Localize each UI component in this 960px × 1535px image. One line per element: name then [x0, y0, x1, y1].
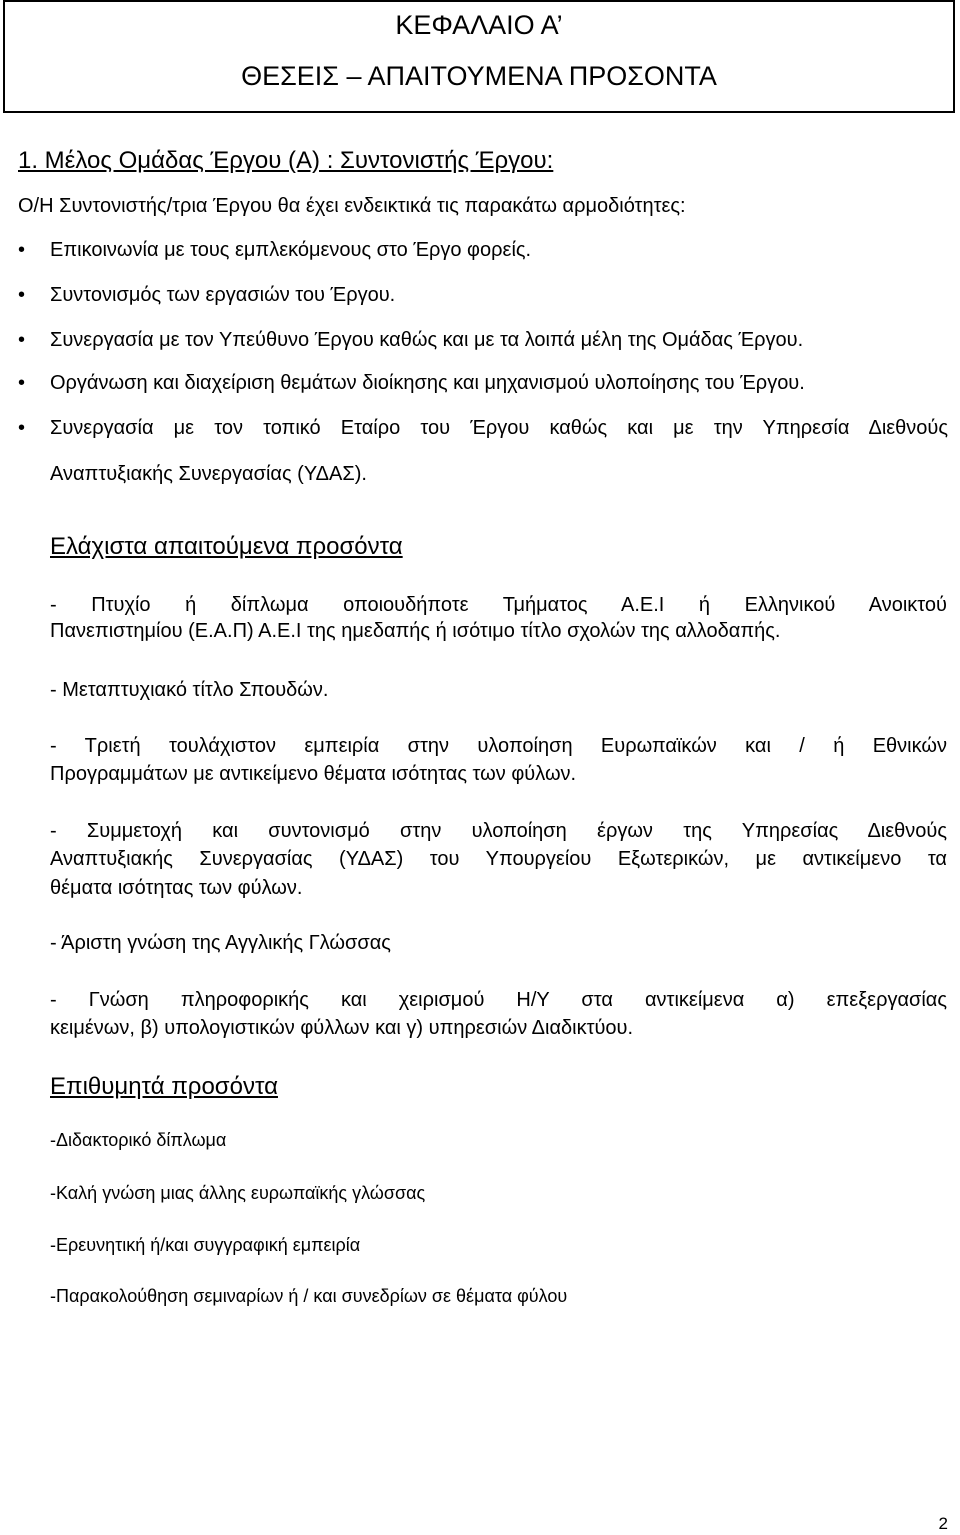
chapter-title-box [3, 0, 955, 113]
list-item: -Παρακολούθηση σεμιναρίων ή / και συνεδρίων σε θέματα φύλου [50, 1286, 568, 1306]
list-item-text: Συνεργασία με τον Υπεύθυνο Έργου καθώς και με τα λοιπά μέλη της Ομάδας Έργου. [50, 329, 804, 351]
list-item: - Συμμετοχή και συντονισμό στην υλοποίηση έργων της Υπηρεσίας Διεθνούς Αναπτυξιακής Συνεργασίας (ΥΔΑΣ) του Υπουργείου Εξωτερικών, με αντικείμενο τα θέματα ισότητας των φύλων. [50, 820, 947, 899]
bullet-icon: • [18, 329, 26, 351]
list-item-text: Συντονισμός των εργασιών του Έργου. [50, 284, 396, 306]
chapter-title: ΚΕΦΑΛΑΙΟ Α’ [395, 10, 563, 40]
chapter-subtitle: ΘΕΣΕΙΣ – ΑΠΑΙΤΟΥΜΕΝΑ ΠΡΟΣΟΝΤΑ [241, 61, 717, 91]
minimum-qualifications-heading: Ελάχιστα απαιτούμενα προσόντα [50, 533, 403, 560]
list-item: -Ερευνητική ή/και συγγραφική εμπειρία [50, 1235, 361, 1255]
bullet-icon: • [18, 284, 26, 306]
list-item-text: Επικοινωνία με τους εμπλεκόμενους στο Έργο φορείς. [50, 239, 532, 261]
list-item: - Μεταπτυχιακό τίτλο Σπουδών. [50, 679, 329, 701]
list-item: - Τριετή τουλάχιστον εμπειρία στην υλοποίηση Ευρωπαϊκών και / ή Εθνικών Προγραμμάτων με αντικείμενο θέματα ισότητας των φύλων. [50, 735, 947, 785]
desired-qualifications-heading: Επιθυμητά προσόντα [50, 1073, 278, 1100]
list-item: - Πτυχίο ή δίπλωμα οποιουδήποτε Τμήματος Α.Ε.Ι ή Ελληνικού Ανοικτού Πανεπιστημίου (Ε.Α.Π) Α.Ε.Ι της ημεδαπής ή ισότιμο τίτλο σχολών της αλλοδαπής. [50, 594, 947, 642]
page-number: 2 [938, 1514, 948, 1533]
bullet-icon: • [18, 372, 26, 394]
list-item-text: Οργάνωση και διαχείριση θεμάτων διοίκησης και μηχανισμού υλοποίησης του Έργου. [50, 372, 805, 394]
list-item: - Γνώση πληροφορικής και χειρισμού Η/Υ στα αντικείμενα α) επεξεργασίας κειμένων, β) υπολογιστικών φύλλων και γ) υπηρεσιών Διαδικτύου. [50, 989, 947, 1039]
list-item: -Διδακτορικό δίπλωμα [50, 1130, 227, 1150]
list-item-text: Συνεργασία με τον τοπικό Εταίρο του Έργου καθώς και με την Υπηρεσία Διεθνούς Αναπτυξιακής Συνεργασίας (ΥΔΑΣ). [50, 417, 948, 485]
section-heading-coordinator: 1. Μέλος Ομάδας Έργου (Α) : Συντονιστής Έργου: [18, 147, 554, 174]
bullet-icon: • [18, 239, 26, 261]
bullet-icon: • [18, 417, 26, 439]
section-intro: Ο/Η Συντονιστής/τρια Έργου θα έχει ενδεικτικά τις παρακάτω αρμοδιότητες: [18, 195, 686, 217]
list-item: -Καλή γνώση μιας άλλης ευρωπαϊκής γλώσσας [50, 1183, 426, 1203]
list-item: - Άριστη γνώση της Αγγλικής Γλώσσας [50, 932, 391, 954]
